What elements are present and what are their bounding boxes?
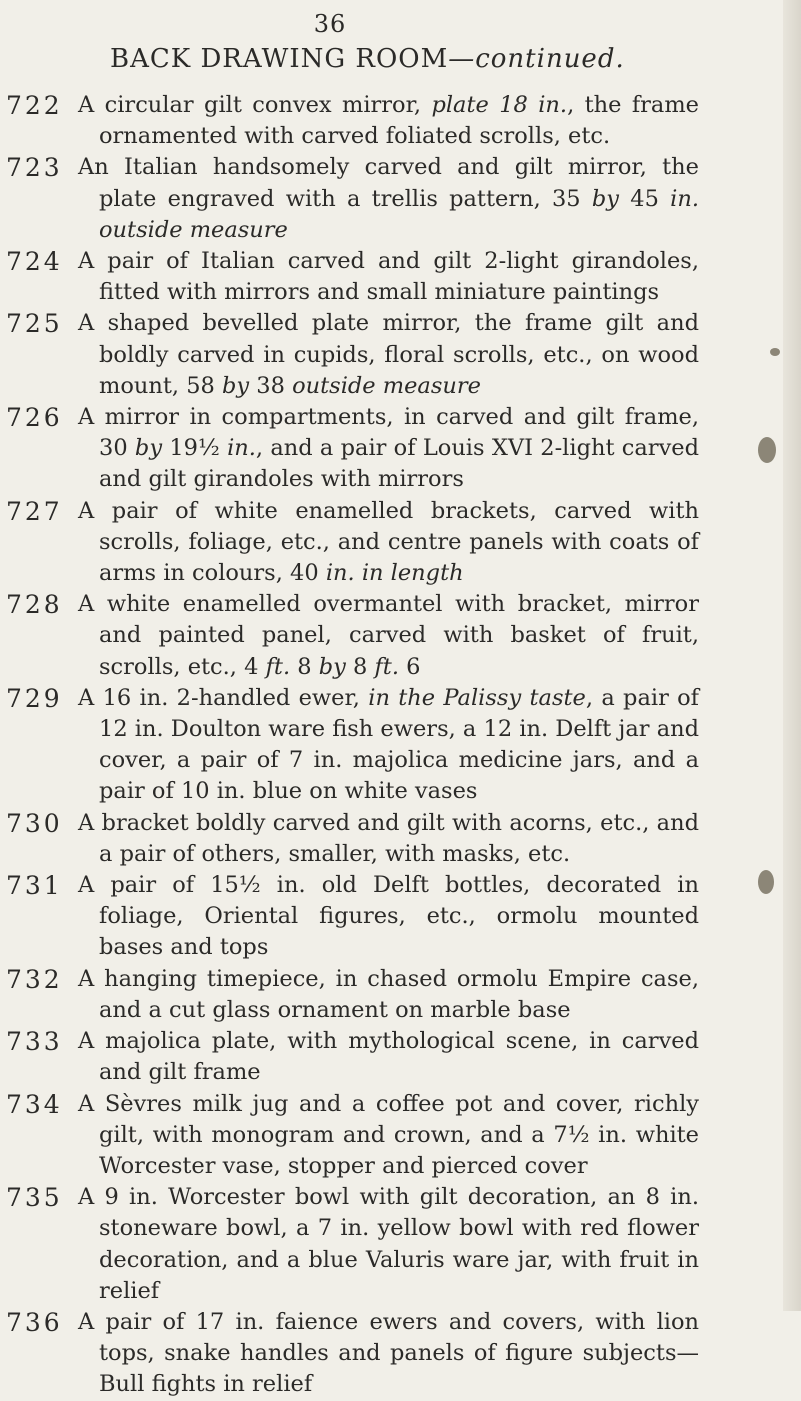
lot-description-segment: 8: [345, 653, 375, 680]
lot-description-segment: A majolica plate, with mythological scene, in carved and gilt frame: [78, 1028, 699, 1086]
ink-spot: [770, 348, 780, 356]
ink-spot: [758, 437, 776, 463]
lot-entry: [0, 90, 801, 152]
lot-description-segment: A circular gilt convex mirror,: [78, 92, 432, 118]
lot-description: [78, 308, 699, 402]
lot-description: [78, 152, 699, 246]
lot-entry: [0, 402, 801, 496]
lot-description-segment: A bracket boldly carved and gilt with acorns, etc., and a pair of others, smaller, with masks, etc.: [78, 809, 699, 867]
lot-description: [78, 683, 699, 808]
lot-description-segment: A hanging timepiece, in chased ormolu Empire case, and a cut glass ornament on marble base: [78, 965, 699, 1023]
page-heading: [110, 44, 625, 74]
lot-description-segment: A 9 in. Worcester bowl with gilt decoration, an 8 in. stoneware bowl, a 7 in. yellow bowl with red flower decoration, and a blue Valuris ware jar, with fruit in relief: [78, 1184, 699, 1304]
lot-description: [78, 90, 699, 152]
lot-number: 734: [6, 1089, 63, 1119]
lot-description-segment: An Italian handsomely carved and gilt mirror, the plate engraved with a trellis pattern, 35: [78, 154, 699, 212]
lot-description: [78, 808, 699, 870]
lot-description-segment: 19½: [162, 435, 228, 462]
lot-number: 733: [6, 1027, 63, 1057]
lot-description: [78, 246, 699, 308]
lot-entry: [0, 1026, 801, 1088]
lot-description-segment: 45: [619, 185, 671, 212]
lot-description-segment: A Sèvres milk jug and a coffee pot and cover, richly gilt, with monogram and crown, and a 7½ in. white Worcester vase, stopper and pierced cover: [78, 1090, 699, 1179]
lot-description-segment: , and a pair of Louis XVI 2-light carved and gilt girandoles with mirrors: [99, 435, 699, 493]
lot-entry: [0, 152, 801, 246]
lot-description-segment: outside measure: [292, 372, 481, 399]
lot-number: 732: [6, 964, 63, 994]
lot-number: 722: [6, 91, 63, 120]
lot-number: 728: [6, 590, 63, 620]
lot-entry: [0, 308, 801, 402]
lot-entry: [0, 1182, 801, 1307]
page-number: 36: [313, 10, 347, 38]
heading-title: BACK DRAWING ROOM: [110, 44, 449, 74]
heading-continuation: —continued.: [448, 44, 625, 74]
lot-description: [78, 870, 699, 964]
lot-description-segment: 8: [290, 653, 319, 680]
lot-description-segment: A pair of white enamelled brackets, carved with scrolls, foliage, etc., and centre panels with coats of arms in colours, 40: [78, 497, 699, 587]
lot-description: [78, 1026, 699, 1088]
lot-description: [78, 589, 699, 683]
lot-entry: [0, 1089, 801, 1183]
lot-number: 723: [6, 153, 63, 183]
lot-description-segment: 38: [249, 372, 293, 399]
lot-description: [78, 496, 699, 590]
lot-description-segment: A mirror in compartments, in carved and gilt frame, 30: [78, 404, 699, 462]
lot-description-segment: by: [134, 435, 163, 462]
lot-entry: [0, 496, 801, 590]
lot-list: [0, 90, 801, 1401]
lot-description-segment: in the Palissy taste: [368, 684, 586, 711]
lot-description: [78, 1182, 699, 1307]
lot-description: [78, 1307, 699, 1401]
lot-number: 725: [6, 309, 63, 339]
lot-entry: [0, 870, 801, 964]
lot-entry: [0, 246, 801, 308]
lot-number: 736: [6, 1307, 63, 1337]
lot-description-segment: A 16 in. 2-handled ewer,: [78, 684, 369, 711]
lot-number: 731: [6, 871, 63, 901]
lot-number: 724: [6, 247, 63, 277]
lot-entry: [0, 589, 801, 683]
lot-description-segment: by: [318, 653, 346, 680]
lot-description: [78, 964, 699, 1026]
lot-entry: [0, 808, 801, 870]
lot-description-segment: in. in length: [325, 560, 464, 587]
lot-number: 730: [6, 808, 63, 838]
lot-description-segment: in.: [227, 435, 256, 462]
lot-description-segment: A white enamelled overmantel with bracket, mirror and painted panel, carved with basket of fruit, scrolls, etc., 4: [78, 591, 699, 680]
lot-number: 729: [6, 683, 63, 713]
lot-description-segment: A shaped bevelled plate mirror, the frame gilt and boldly carved in cupids, floral scrolls, etc., on wood mount, 58: [78, 310, 699, 399]
lot-entry: [0, 683, 801, 808]
lot-description-segment: , the frame ornamented with carved foliated scrolls, etc.: [99, 92, 699, 150]
lot-description-segment: by: [222, 372, 250, 399]
page-edge: [783, 0, 801, 1311]
lot-number: 735: [6, 1183, 63, 1213]
lot-description-segment: plate 18 in.: [431, 92, 568, 118]
lot-description-segment: by: [591, 185, 620, 212]
lot-description-segment: ft.: [265, 653, 291, 680]
lot-description-segment: , a pair of 12 in. Doulton ware fish ewers, a 12 in. Delft jar and cover, a pair of 7 in. majolica medicine jars, and a pair of 10 in. blue on white vases: [99, 684, 700, 805]
lot-description: [78, 1089, 699, 1183]
lot-description-segment: ft.: [374, 653, 400, 680]
ink-spot: [758, 870, 774, 894]
lot-entry: [0, 964, 801, 1026]
lot-description-segment: in. outside measure: [99, 185, 700, 243]
lot-entry: [0, 1307, 801, 1401]
lot-description-segment: 6: [399, 653, 421, 680]
lot-description: [78, 402, 699, 496]
lot-description-segment: A pair of Italian carved and gilt 2-light girandoles, fitted with mirrors and small miniature paintings: [78, 248, 699, 306]
lot-description-segment: A pair of 15½ in. old Delft bottles, decorated in foliage, Oriental figures, etc., ormolu mounted bases and tops: [78, 872, 699, 961]
lot-number: 726: [6, 403, 63, 433]
lot-number: 727: [6, 496, 63, 526]
lot-description-segment: A pair of 17 in. faience ewers and covers, with lion tops, snake handles and panels of figure subjects—Bull fights in relief: [78, 1308, 699, 1398]
